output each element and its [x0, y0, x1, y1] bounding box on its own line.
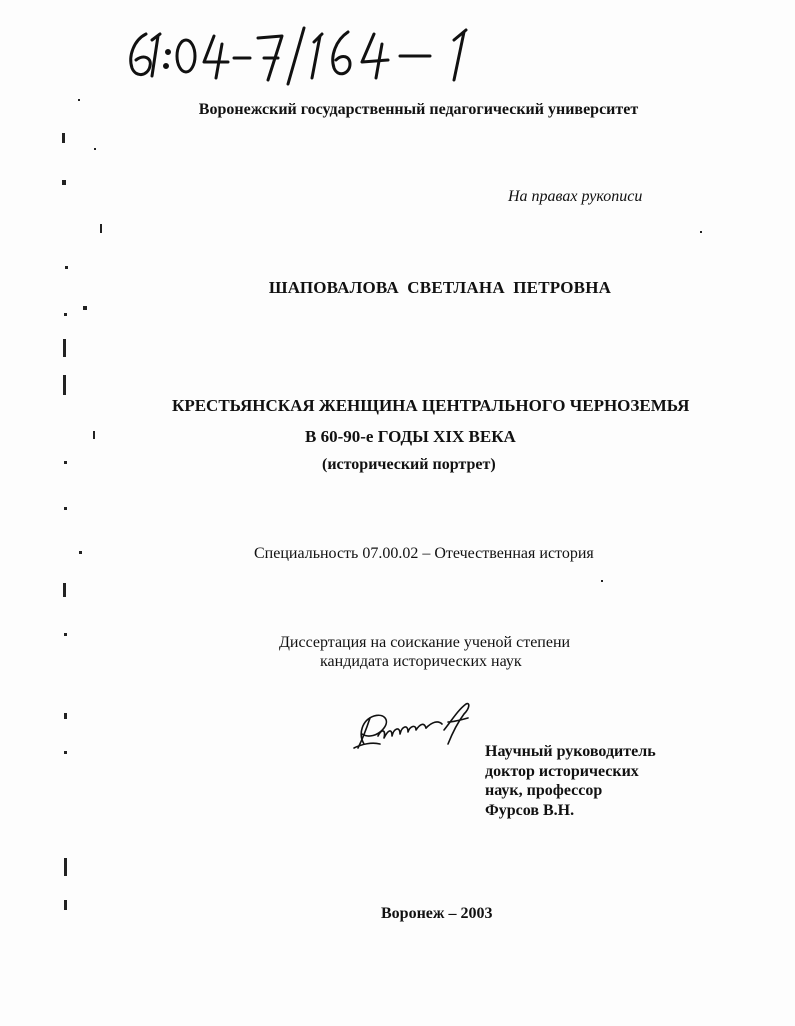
signature-drawing — [348, 700, 473, 758]
supervisor-line-2: доктор исторических — [485, 762, 639, 780]
manuscript-rights-note: На правах рукописи — [508, 188, 643, 205]
signature — [348, 700, 473, 758]
dissertation-line-1: Диссертация на соискание ученой степени — [279, 634, 571, 651]
supervisor-line-3: наук, профессор — [485, 782, 603, 799]
handwritten-archive-number — [118, 22, 488, 86]
supervisor-line-1: Научный руководитель — [485, 743, 656, 760]
supervisor-name: Фурсов В.Н. — [485, 801, 575, 819]
title-line-1: КРЕСТЬЯНСКАЯ ЖЕНЩИНА ЦЕНТРАЛЬНОГО ЧЕРНОЗЕМЬЯ — [172, 396, 690, 415]
title-subtitle: (исторический портрет) — [322, 456, 496, 473]
supervisor-block — [485, 742, 656, 820]
city-year: Воронеж – 2003 — [381, 905, 493, 922]
university-name: Воронежский государственный педагогический университет — [198, 101, 639, 118]
speciality: Специальность 07.00.02 – Отечественная история — [254, 545, 594, 562]
author-name: ШАПОВАЛОВА СВЕТЛАНА ПЕТРОВНА — [268, 278, 612, 297]
dissertation-line-2: кандидата исторических наук — [320, 653, 522, 670]
title-line-2: В 60-90-е ГОДЫ XIX ВЕКА — [305, 427, 516, 446]
